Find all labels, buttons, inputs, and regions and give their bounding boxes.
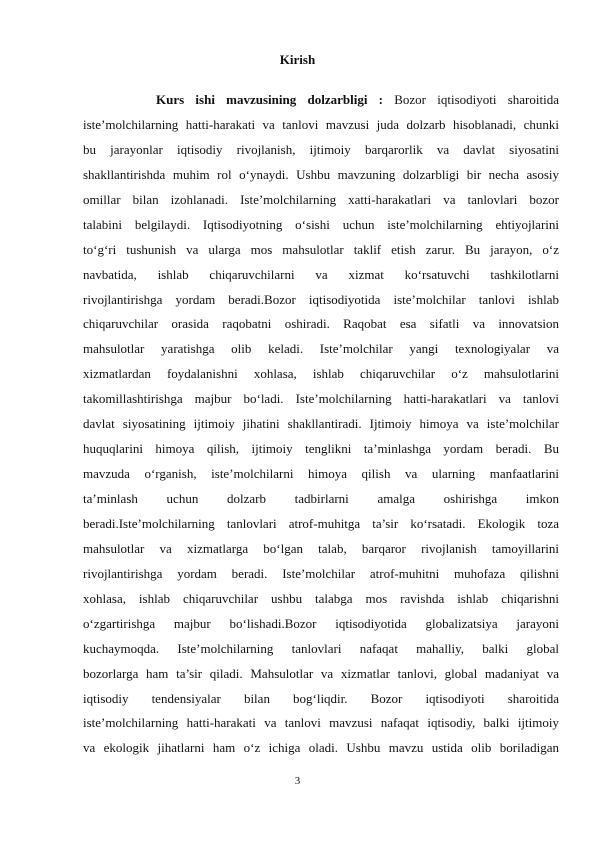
paragraph-line: navbatida, ishlab chiqaruvchilarni va xizmat ko‘rsatuvchi tashkilotlarni [83, 266, 559, 282]
paragraph-line: to‘g‘ri tushunish va ularga mos mahsulotlar taklif etish zarur. Bu jarayon, o‘z [83, 241, 559, 257]
body-paragraph [83, 88, 559, 761]
paragraph-line: rivojlantirishga yordam beradi. Iste’molchilar atrof-muhitni muhofaza qilishni [83, 565, 559, 581]
paragraph-line: o‘zgartirishga majbur bo‘lishadi.Bozor iqtisodiyotida globalizatsiya jarayoni [83, 615, 559, 631]
paragraph-line: iste’molchilarning hatti-harakati va tanlovi mavzusi juda dolzarb hisoblanadi, chunki [83, 116, 559, 132]
paragraph-line: bu jarayonlar iqtisodiy rivojlanish, ijtimoiy barqarorlik va davlat siyosatini [83, 141, 559, 157]
paragraph-line: mahsulotlar va xizmatlarga bo‘lgan talab, barqaror rivojlanish tamoyillarini [83, 540, 559, 556]
section-heading: Kirish [279, 52, 316, 67]
page-number: 3 [294, 775, 301, 787]
lead-bold-phrase: Kurs ishi mavzusining dolzarbligi : [156, 92, 383, 107]
paragraph-line: xohlasa, ishlab chiqaruvchilar ushbu talabga mos ravishda ishlab chiqarishni [83, 590, 559, 606]
paragraph-line: kuchaymoqda. Iste’molchilarning tanlovlari nafaqat mahalliy, balki global [83, 640, 559, 656]
paragraph-line: xizmatlardan foydalanishni xohlasa, ishlab chiqaruvchilar o‘z mahsulotlarini [83, 366, 559, 382]
paragraph-line [83, 88, 559, 113]
paragraph-line: beradi.Iste’molchilarning tanlovlari atrof-muhitga ta’sir ko‘rsatadi. Ekologik toza [83, 515, 559, 531]
paragraph-line: mahsulotlar yaratishga olib keladi. Iste’molchilar yangi texnologiyalar va [83, 341, 559, 357]
paragraph-line: talabini belgilaydi. Iqtisodiyotning o‘sishi uchun iste’molchilarning ehtiyojlarini [83, 216, 559, 232]
paragraph-line: huquqlarini himoya qilish, ijtimoiy tenglikni ta’minlashga yordam beradi. Bu [83, 441, 559, 457]
paragraph-line: va ekologik jihatlarni ham o‘z ichiga oladi. Ushbu mavzu ustida olib boriladigan [83, 740, 559, 756]
paragraph-line: omillar bilan izohlanadi. Iste’molchilarning xatti-harakatlari va tanlovlari bozor [83, 191, 559, 207]
paragraph-line: davlat siyosatining ijtimoiy jihatini shakllantiradi. Ijtimoiy himoya va iste’molchilar [83, 416, 559, 432]
paragraph-line: mavzuda o‘rganish, iste’molchilarni himoya qilish va ularning manfaatlarini [83, 466, 559, 482]
paragraph-line-text: Bozor iqtisodiyoti sharoitida [383, 92, 559, 107]
paragraph-line: iqtisodiy tendensiyalar bilan bog‘liqdir. Bozor iqtisodiyoti sharoitida [83, 690, 559, 706]
paragraph-line: shakllantirishda muhim rol o‘ynaydi. Ushbu mavzuning dolzarbligi bir necha asosiy [83, 166, 559, 182]
paragraph-line: iste’molchilarning hatti-harakati va tanlovi mavzusi nafaqat iqtisodiy, balki ijtimoiy [83, 715, 559, 731]
paragraph-line: chiqaruvchilar orasida raqobatni oshiradi. Raqobat esa sifatli va innovatsion [83, 316, 559, 332]
paragraph-line: bozorlarga ham ta’sir qiladi. Mahsulotlar va xizmatlar tanlovi, global madaniyat va [83, 665, 559, 681]
paragraph-line: rivojlantirishga yordam beradi.Bozor iqtisodiyotida iste’molchilar tanlovi ishlab [83, 291, 559, 307]
paragraph-line: takomillashtirishga majbur bo‘ladi. Iste’molchilarning hatti-harakatlari va tanlovi [83, 391, 559, 407]
paragraph-line: ta’minlash uchun dolzarb tadbirlarni amalga oshirishga imkon [83, 491, 559, 506]
